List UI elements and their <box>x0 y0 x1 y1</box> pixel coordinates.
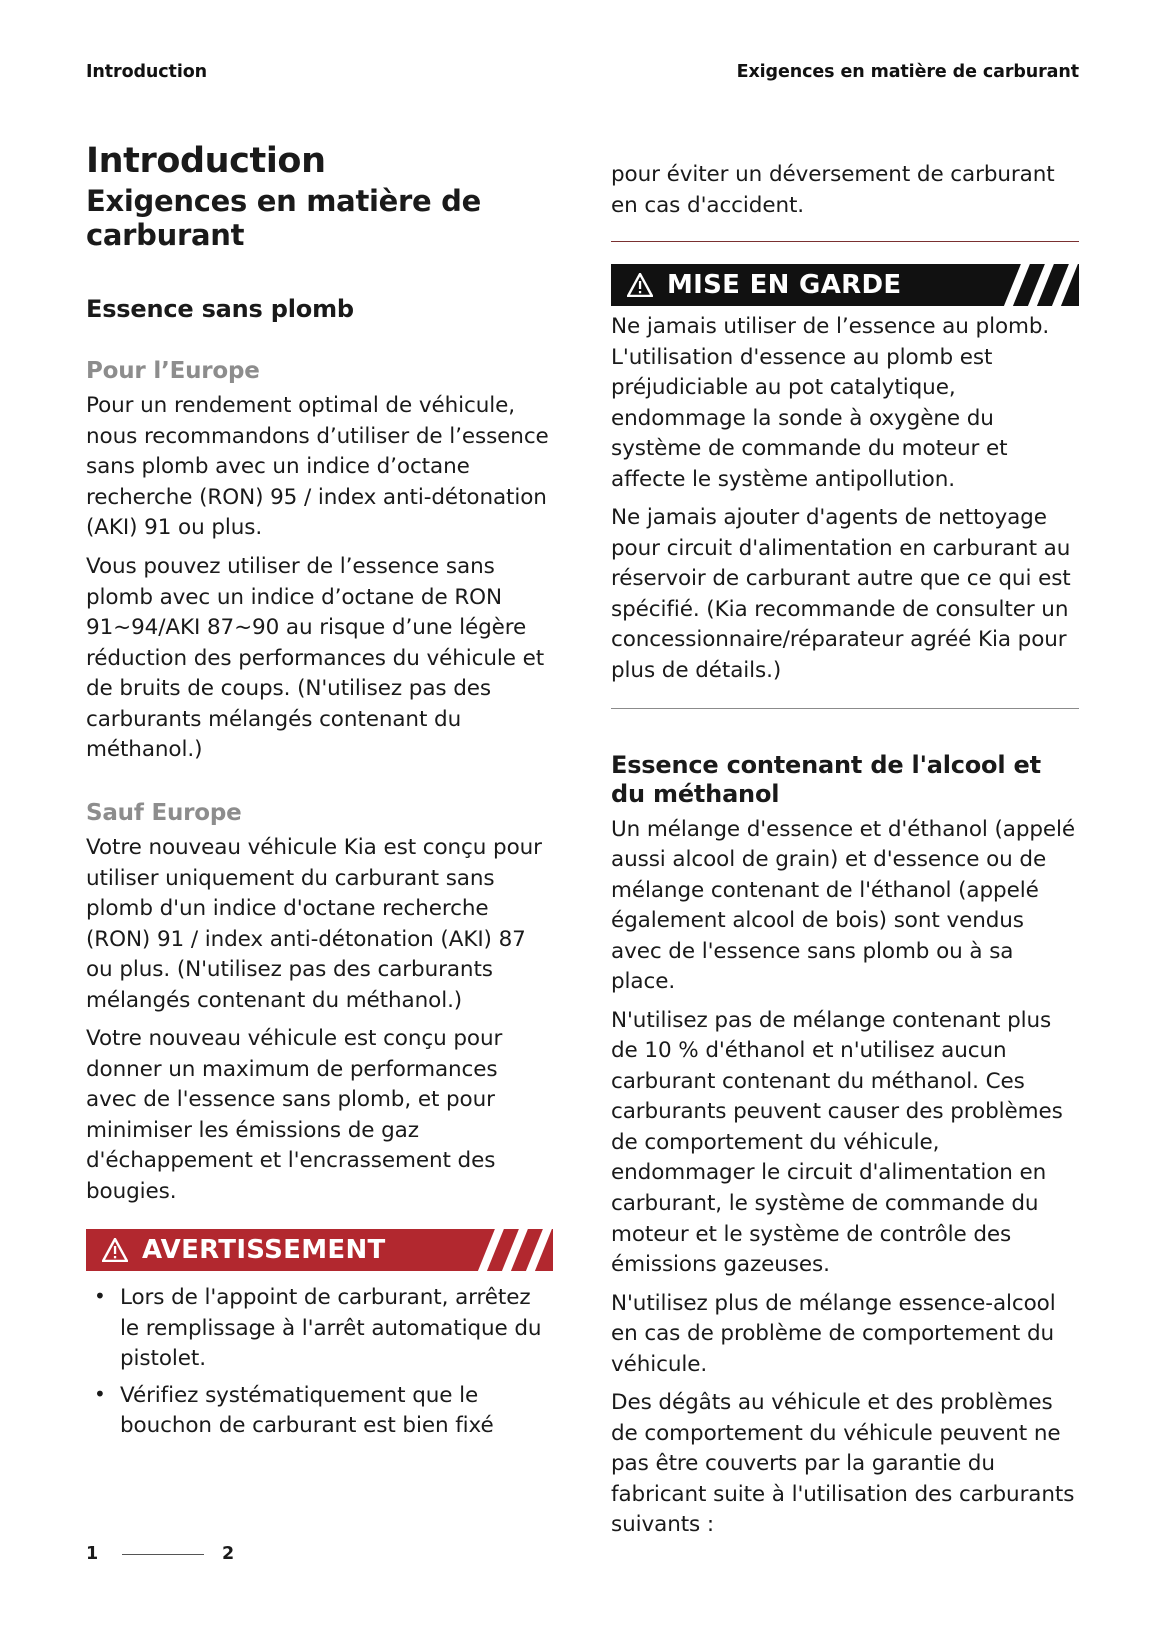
left-column <box>86 142 553 1541</box>
list-item: • Vérifiez systématiquement que le bouchon de carburant est bien fixé <box>86 1381 553 1442</box>
page-title: Introduction <box>86 141 326 181</box>
running-header-left: Introduction <box>86 62 207 82</box>
paragraph-alcohol-1: Un mélange d'essence et d'éthanol (appelé aussi alcool de grain) et d'essence ou de mélange contenant de l'éthanol (appelé également alcool de bois) sont vendus avec de l'essence sans plomb ou à sa place. <box>611 816 1076 995</box>
page-number: 2 <box>222 1544 235 1564</box>
paragraph-except-europe-1: Votre nouveau véhicule Kia est conçu pour utiliser uniquement du carburant sans plomb d'un indice d'octane recherche (RON) 91 / index anti-détonation (AKI) 87 ou plus. (N'utilisez pas des carburants mélangés contenant du méthanol.) <box>86 835 542 1013</box>
paragraph-except-europe-2: Votre nouveau véhicule est conçu pour donner un maximum de performances avec de l'essence sans plomb, et pour minimiser les émissions de gaz d'échappement et l'encrassement des bougies. <box>86 1026 503 1204</box>
divider-red <box>611 241 1079 242</box>
warning-list <box>86 1283 553 1442</box>
section-heading-unleaded: Essence sans plomb <box>86 295 354 324</box>
paragraph-europe-2: Vous pouvez utiliser de l’essence sans plomb avec un indice d’octane de RON 91~94/AKI 87~90 au risque d’une légère réduction des performances du véhicule et de bruits de coups. (N'utilisez pas des carburants mélangés contenant du méthanol.) <box>86 554 545 763</box>
paragraph-europe-1: Pour un rendement optimal de véhicule, nous recommandons d’utiliser de l’essence sans plomb avec un indice d’octane recherche (RON) 95 / index anti-détonation (AKI) 91 ou plus. <box>86 393 549 541</box>
paragraph-caution-1: Ne jamais utiliser de l’essence au plomb. L'utilisation d'essence au plomb est préjudiciable au pot catalytique, endommage la sonde à oxygène du système de commande du moteur et affecte le système antipollution. <box>611 314 1050 492</box>
paragraph-alcohol-2: N'utilisez pas de mélange contenant plus de 10 % d'éthanol et n'utilisez aucun carburant contenant du méthanol. Ces carburants peuvent causer des problèmes de comportement du véhicule, endommager le circuit d'alimentation en carburant, le système de commande du moteur et le système de contrôle des émissions gazeuses. <box>611 1007 1063 1278</box>
banner-stripes <box>987 264 1079 306</box>
banner-stripes <box>461 1229 553 1271</box>
paragraph-alcohol-4: Des dégâts au véhicule et des problèmes de comportement du véhicule peuvent ne pas être couverts par la garantie du fabricant suite à l'utilisation des carburants suivants : <box>611 1390 1075 1538</box>
warning-triangle-icon <box>102 1238 128 1262</box>
subheading-except-europe: Sauf Europe <box>86 799 242 826</box>
footer-divider <box>122 1554 204 1555</box>
running-header <box>86 62 1079 88</box>
chapter-number: 1 <box>86 1544 99 1564</box>
running-header-right: Exigences en matière de carburant <box>736 62 1079 82</box>
caution-banner <box>611 264 1079 306</box>
warning-banner <box>86 1229 553 1271</box>
divider-grey <box>611 708 1079 709</box>
warning-banner-label: AVERTISSEMENT <box>142 1235 386 1266</box>
right-column <box>611 142 1079 1541</box>
page-footer <box>86 1544 234 1564</box>
paragraph-alcohol-3: N'utilisez plus de mélange essence-alcool en cas de problème de comportement du véhicule. <box>611 1290 1056 1377</box>
subheading-for-europe: Pour l’Europe <box>86 357 260 384</box>
paragraph-caution-2: Ne jamais ajouter d'agents de nettoyage pour circuit d'alimentation en carburant au réservoir de carburant autre que ce qui est spécifié. (Kia recommande de consulter un concessionnaire/réparateur agréé Kia pour plus de détails.) <box>611 505 1071 683</box>
page-subtitle: Exigences en matière de carburant <box>86 184 482 253</box>
section-heading-alcohol-methanol: Essence contenant de l'alcool et du méthanol <box>611 751 1041 809</box>
page-columns <box>86 142 1079 1541</box>
paragraph-continued: pour éviter un déversement de carburant en cas d'accident. <box>611 162 1055 218</box>
caution-banner-label: MISE EN GARDE <box>667 270 902 301</box>
list-item: • Lors de l'appoint de carburant, arrêtez le remplissage à l'arrêt automatique du pistolet. <box>86 1283 553 1375</box>
warning-triangle-icon <box>627 273 653 297</box>
